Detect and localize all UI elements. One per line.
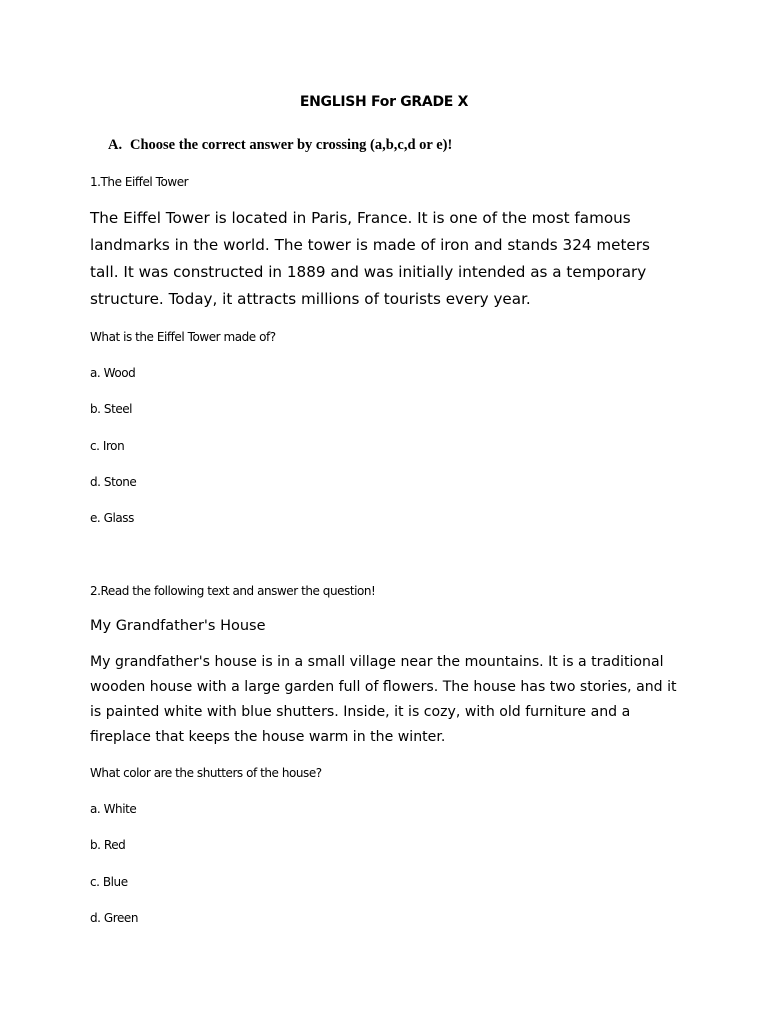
section1-label: 1.The Eiffel Tower xyxy=(90,175,189,189)
section1-option-b[interactable]: b. Steel xyxy=(90,402,133,416)
instruction-text: Choose the correct answer by crossing (a,b,c,d or e)! xyxy=(130,137,453,153)
section2-option-d[interactable]: d. Green xyxy=(90,911,138,925)
section2-heading: My Grandfather's House xyxy=(90,618,266,634)
section2-passage: My grandfather's house is in a small village near the mountains. It is a traditional wooden house with a large garden full of flowers. The house has two stories, and it is painted white with blue shutters. Inside, it is cozy, with old furniture and a fireplace that keeps the house warm in the winter. xyxy=(90,654,677,745)
section2-label: 2.Read the following text and answer the question! xyxy=(90,584,376,598)
section1-option-e[interactable]: e. Glass xyxy=(90,511,134,525)
section2-option-a[interactable]: a. White xyxy=(90,802,137,816)
section1-passage: The Eiffel Tower is located in Paris, France. It is one of the most famous landmarks in the world. The tower is made of iron and stands 324 meters tall. It was constructed in 1889 and was initially intended as a temporary structure. Today, it attracts millions of tourists every year. xyxy=(90,209,650,308)
section1-question: What is the Eiffel Tower made of? xyxy=(90,330,276,344)
document-title: ENGLISH For GRADE X xyxy=(299,94,469,110)
instruction-marker: A. xyxy=(108,137,123,153)
section2-option-c[interactable]: c. Blue xyxy=(90,875,128,889)
instruction-line xyxy=(108,137,452,154)
section1-option-c[interactable]: c. Iron xyxy=(90,439,125,453)
section1-option-d[interactable]: d. Stone xyxy=(90,475,137,489)
section1-option-a[interactable]: a. Wood xyxy=(90,366,136,380)
section2-option-b[interactable]: b. Red xyxy=(90,838,126,852)
section2-question: What color are the shutters of the house? xyxy=(90,766,322,780)
